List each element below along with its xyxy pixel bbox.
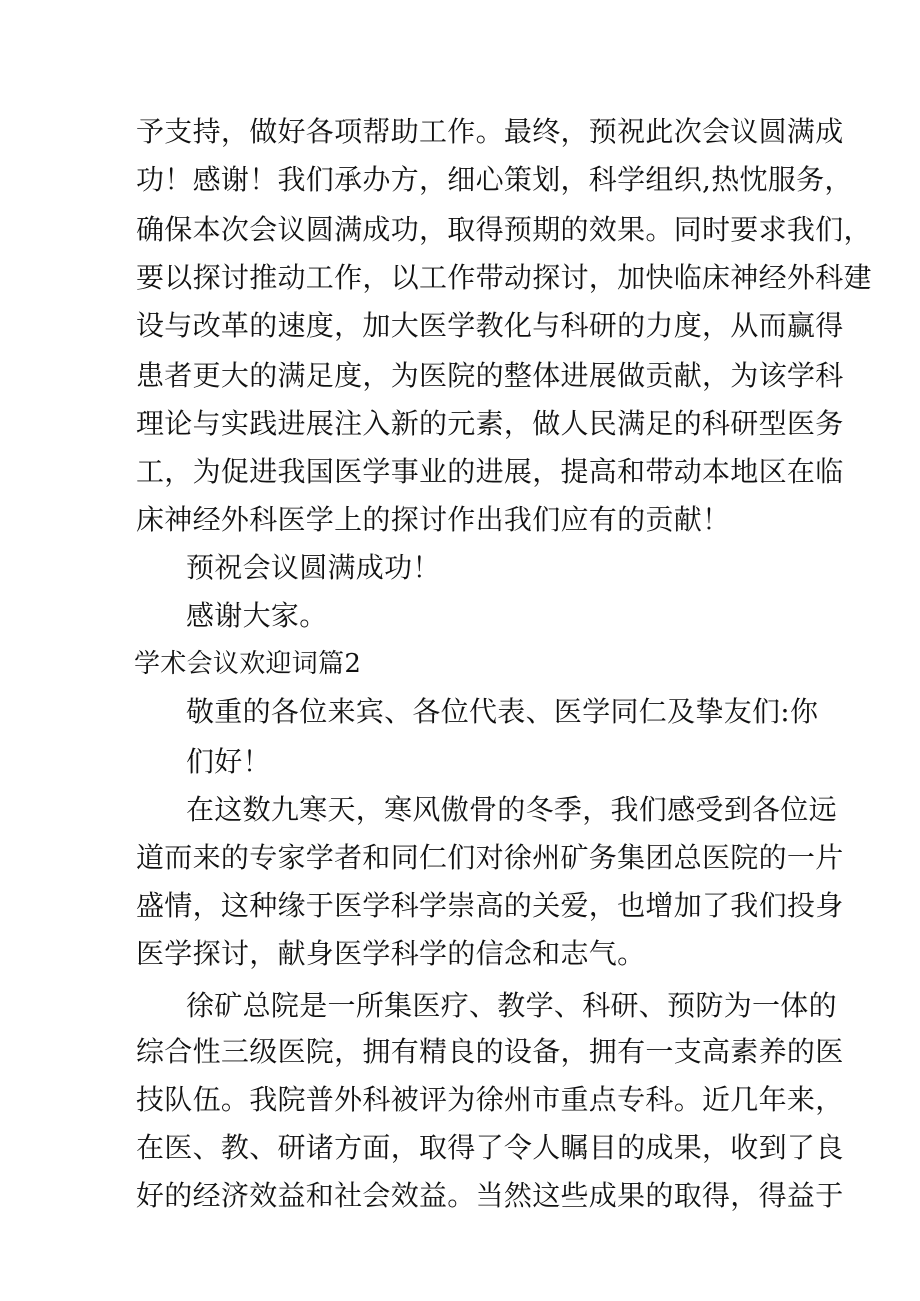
text-line: 床神经外科医学上的探讨作出我们应有的贡献！ bbox=[136, 503, 731, 536]
text-line: 确保本次会议圆满成功，取得预期的效果。同时要求我们， bbox=[136, 213, 872, 246]
text-line: 盛情，这种缘于医学科学崇高的关爱，也增加了我们投身 bbox=[136, 889, 844, 922]
text-line: 患者更大的满足度，为医院的整体进展做贡献，为该学科 bbox=[136, 359, 844, 392]
text-line: 好的经济效益和社会效益。当然这些成果的取得，得益于 bbox=[136, 1179, 844, 1212]
text-line: 感谢大家。 bbox=[186, 599, 328, 632]
text-line: 徐矿总院是一所集医疗、教学、科研、预防为一体的 bbox=[186, 989, 837, 1022]
text-line: 医学探讨，献身医学科学的信念和志气。 bbox=[136, 937, 646, 970]
text-line: 道而来的专家学者和同仁们对徐州矿务集团总医院的一片 bbox=[136, 841, 844, 874]
text-line: 在医、教、研诸方面，取得了令人瞩目的成果，收到了良 bbox=[136, 1131, 844, 1164]
text-line: 理论与实践进展注入新的元素，做人民满足的科研型医务 bbox=[136, 407, 844, 440]
text-line: 们好！ bbox=[186, 745, 271, 778]
text-line: 工，为促进我国医学事业的进展，提高和带动本地区在临 bbox=[136, 455, 844, 488]
text-line: 敬重的各位来宾、各位代表、医学同仁及挚友们:你 bbox=[186, 695, 819, 728]
text-line: 要以探讨推动工作，以工作带动探讨，加快临床神经外科建 bbox=[136, 261, 872, 294]
text-line: 在这数九寒天，寒风傲骨的冬季，我们感受到各位远 bbox=[186, 793, 837, 826]
section-heading: 学术会议欢迎词篇2 bbox=[134, 649, 362, 679]
text-line: 技队伍。我院普外科被评为徐州市重点专科。近几年来， bbox=[136, 1083, 844, 1116]
text-line: 设与改革的速度，加大医学教化与科研的力度，从而赢得 bbox=[136, 309, 844, 342]
text-line: 予支持，做好各项帮助工作。最终，预祝此次会议圆满成 bbox=[136, 115, 844, 148]
text-line: 功！感谢！我们承办方，细心策划，科学组织,热忱服务， bbox=[136, 163, 853, 196]
text-line: 综合性三级医院，拥有精良的设备，拥有一支高素养的医 bbox=[136, 1035, 844, 1068]
text-line: 预祝会议圆满成功！ bbox=[186, 551, 441, 584]
